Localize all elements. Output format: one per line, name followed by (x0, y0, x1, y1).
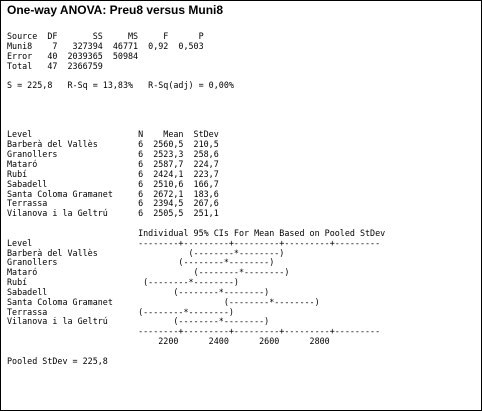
output-line: Santa Coloma Gramanet (--------*--------) (7, 296, 320, 307)
output-line: Muni8 7 327394 46771 0,92 0,503 (7, 40, 204, 51)
output-line: Level N Mean StDev (7, 129, 219, 140)
output-line: Granollers 6 2523,3 258,6 (7, 149, 219, 160)
output-line: Mataró (--------*--------) (7, 267, 290, 278)
output-line: Barberà del Vallès (--------*--------) (7, 247, 285, 258)
output-line: Rubí 6 2424,1 223,7 (7, 168, 219, 179)
output-line: Santa Coloma Gramanet 6 2672,1 183,6 (7, 188, 219, 199)
anova-title: One-way ANOVA: Preu8 versus Muni8 (7, 3, 224, 17)
output-line: S = 225,8 R-Sq = 13,83% R-Sq(adj) = 0,00% (7, 80, 234, 91)
output-line (7, 101, 385, 111)
output-line: Mataró 6 2587,7 224,7 (7, 158, 219, 169)
output-line: Individual 95% CIs For Mean Based on Pooled StDev (7, 227, 386, 238)
output-line: Granollers (--------*--------) (7, 257, 275, 268)
output-line: Terrassa (--------*--------) (7, 306, 234, 317)
output-line: Terrassa 6 2394,5 267,6 (7, 198, 219, 209)
output-line: --------+---------+---------+---------+--------- (7, 326, 381, 337)
output-line: Total 47 2366759 (7, 60, 103, 71)
output-line: Rubí (--------*--------) (7, 277, 239, 288)
output-line: Source DF SS MS F P (7, 31, 204, 41)
output-line (7, 111, 385, 121)
output-line: Sabadell 6 2510,6 166,7 (7, 178, 219, 189)
output-line (7, 91, 385, 101)
output-line: Error 40 2039365 50984 (7, 50, 139, 61)
output-line: Level --------+---------+---------+---------+--------- (7, 237, 381, 248)
anova-output (7, 32, 385, 367)
output-line: Sabadell (--------*--------) (7, 286, 270, 297)
output-line: Vilanova i la Geltrú (--------*--------) (7, 316, 270, 327)
output-line: 2200 2400 2600 2800 (7, 336, 330, 347)
output-line: Pooled StDev = 225,8 (7, 355, 108, 366)
output-line: Barberà del Vallès 6 2560,5 210,5 (7, 139, 219, 150)
output-line: Vilanova i la Geltrú 6 2505,5 251,1 (7, 208, 219, 219)
